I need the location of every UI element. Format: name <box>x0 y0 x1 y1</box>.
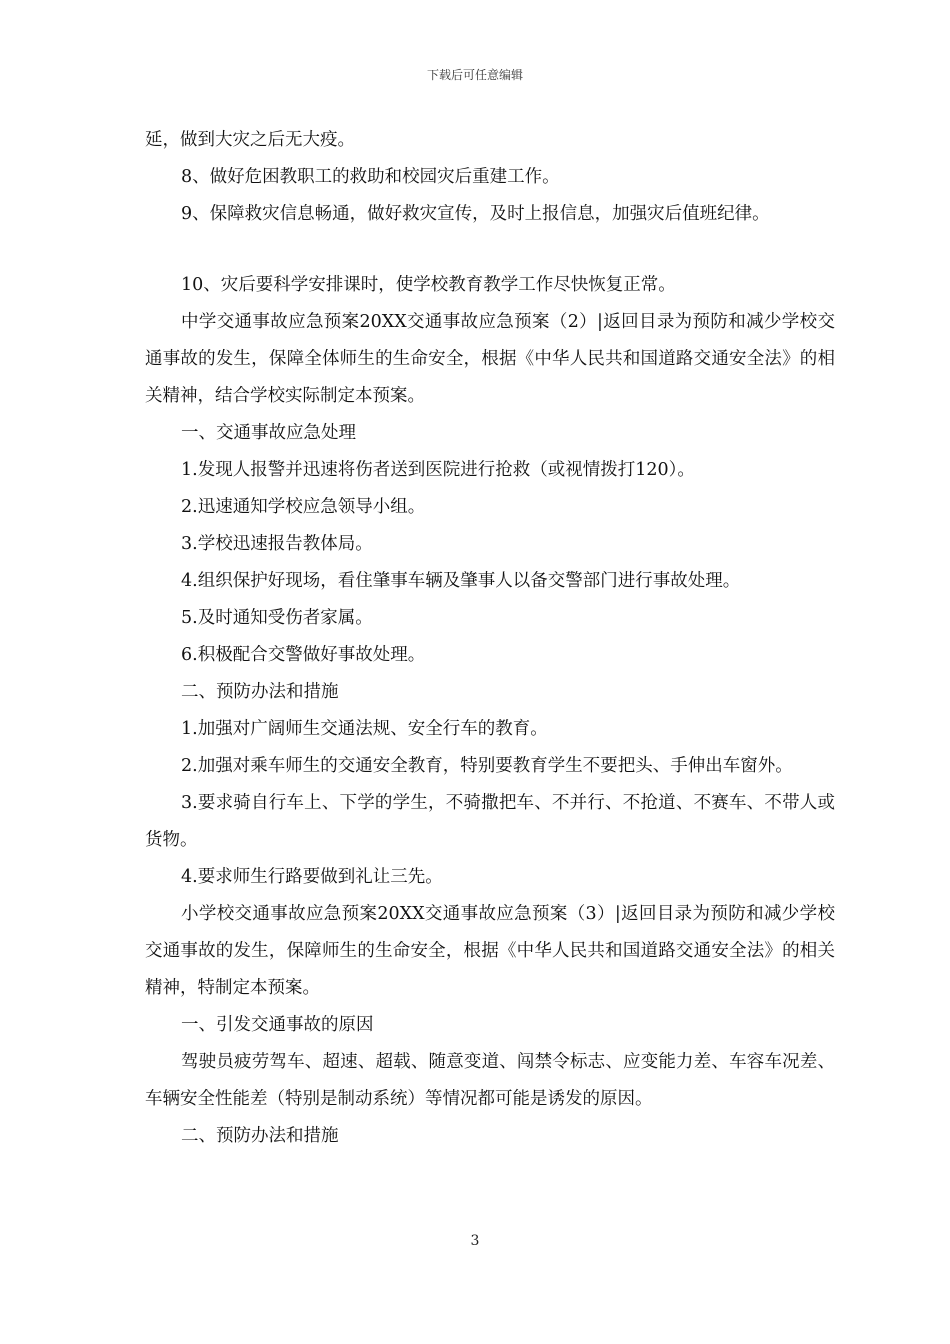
paragraph: 延，做到大灾之后无大疫。 <box>145 130 355 150</box>
section-heading: 一、引发交通事故的原因 <box>181 1015 374 1035</box>
section-heading: 一、交通事故应急处理 <box>181 423 356 443</box>
document-body <box>145 122 835 1155</box>
list-item: 3.学校迅速报告教体局。 <box>181 534 373 554</box>
section-heading: 二、预防办法和措施 <box>181 682 339 702</box>
list-item: 1.发现人报警并迅速将伤者送到医院进行抢救（或视情拨打120）。 <box>181 460 695 480</box>
list-item: 1.加强对广阔师生交通法规、安全行车的教育。 <box>181 719 548 739</box>
paragraph: 10、灾后要科学安排课时，使学校教育教学工作尽快恢复正常。 <box>181 275 676 295</box>
list-item: 4.要求师生行路要做到礼让三先。 <box>181 867 443 887</box>
paragraph: 驾驶员疲劳驾车、超速、超载、随意变道、闯禁令标志、应变能力差、车容车况差、车辆安全性能差（特别是制动系统）等情况都可能是诱发的原因。 <box>145 1052 835 1109</box>
list-item: 4.组织保护好现场，看住肇事车辆及肇事人以备交警部门进行事故处理。 <box>181 571 741 591</box>
list-item: 2.加强对乘车师生的交通安全教育，特别要教育学生不要把头、手伸出车窗外。 <box>181 756 793 776</box>
list-item: 6.积极配合交警做好事故处理。 <box>181 645 426 665</box>
list-item: 2.迅速通知学校应急领导小组。 <box>181 497 426 517</box>
page-header: 下载后可任意编辑 <box>426 68 523 82</box>
paragraph: 中学交通事故应急预案20XX交通事故应急预案（2）|返回目录为预防和减少学校交通事故的发生，保障全体师生的生命安全，根据《中华人民共和国道路交通安全法》的相关精神，结合学校实际制定本预案。 <box>145 312 835 406</box>
list-item: 3.要求骑自行车上、下学的学生，不骑撒把车、不并行、不抢道、不赛车、不带人或货物。 <box>145 793 835 850</box>
list-item: 5.及时通知受伤者家属。 <box>181 608 373 628</box>
paragraph: 小学校交通事故应急预案20XX交通事故应急预案（3）|返回目录为预防和减少学校交通事故的发生，保障师生的生命安全，根据《中华人民共和国道路交通安全法》的相关精神，特制定本预案。 <box>145 904 835 998</box>
section-heading: 二、预防办法和措施 <box>181 1126 339 1146</box>
paragraph-gap <box>145 233 835 267</box>
page-number: 3 <box>470 1233 480 1249</box>
paragraph: 8、做好危困教职工的救助和校园灾后重建工作。 <box>181 167 560 187</box>
paragraph: 9、保障救灾信息畅通，做好救灾宣传，及时上报信息，加强灾后值班纪律。 <box>181 204 770 224</box>
